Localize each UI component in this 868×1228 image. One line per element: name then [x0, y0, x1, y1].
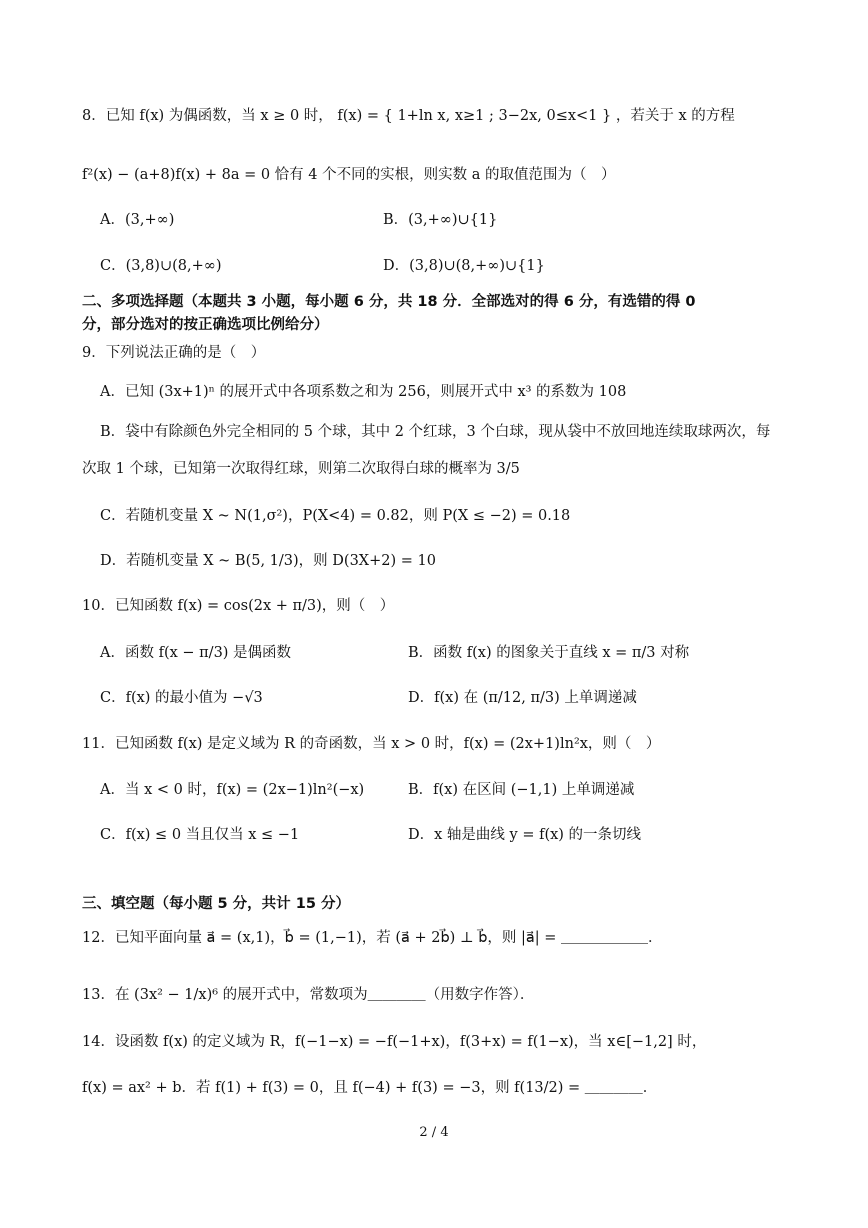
section2-heading-line1: 二、多项选择题（本题共 3 小题，每小题 6 分，共 18 分．全部选对的得 6 分，有选错的得 0 — [82, 294, 696, 310]
page-number: 2 / 4 — [419, 1125, 449, 1140]
q8-option-a: A．(3,+∞) — [100, 212, 175, 228]
q10-stem: 10．已知函数 f(x) = cos(2x + π/3)，则（ ） — [82, 598, 395, 614]
q11-stem: 11．已知函数 f(x) 是定义域为 R 的奇函数，当 x > 0 时，f(x) = (2x+1)ln²x，则（ ） — [82, 736, 661, 752]
q9-option-c: C．若随机变量 X ~ N(1,σ²)，P(X<4) = 0.82，则 P(X ≤ −2) = 0.18 — [100, 508, 571, 524]
section3-heading: 三、填空题（每小题 5 分，共计 15 分） — [82, 896, 350, 912]
q9-option-b-line1: B．袋中有除颜色外完全相同的 5 个球，其中 2 个红球，3 个白球，现从袋中不放回地连续取球两次，每 — [100, 424, 771, 440]
q9-stem: 9．下列说法正确的是（ ） — [82, 345, 266, 361]
q10-option-c: C．f(x) 的最小值为 −√3 — [100, 690, 263, 706]
q13-text: 13．在 (3x² − 1/x)⁶ 的展开式中，常数项为＿＿＿＿（用数字作答）． — [82, 987, 535, 1003]
q8-option-d: D．(3,8)∪(8,+∞)∪{1} — [383, 258, 545, 274]
q10-option-a: A．函数 f(x − π/3) 是偶函数 — [100, 645, 292, 661]
q9-option-b-line2: 次取 1 个球，已知第一次取得红球，则第二次取得白球的概率为 3/5 — [82, 461, 520, 477]
q14-line1: 14．设函数 f(x) 的定义域为 R，f(−1−x) = −f(−1+x)，f(3+x) = f(1−x)，当 x∈[−1,2] 时， — [82, 1034, 707, 1050]
q8-line1: 8．已知 f(x) 为偶函数，当 x ≥ 0 时， f(x) = { 1+ln x, x≥1 ; 3−2x, 0≤x<1 } ，若关于 x 的方程 — [82, 108, 735, 124]
section2-heading-line2: 分，部分选对的按正确选项比例给分） — [82, 317, 329, 333]
q11-option-c: C．f(x) ≤ 0 当且仅当 x ≤ −1 — [100, 827, 300, 843]
q14-line2: f(x) = ax² + b．若 f(1) + f(3) = 0，且 f(−4) + f(3) = −3，则 f(13/2) = ＿＿＿＿． — [82, 1080, 658, 1096]
q9-option-d: D．若随机变量 X ~ B(5, 1/3)，则 D(3X+2) = 10 — [100, 553, 436, 569]
q8-option-b: B．(3,+∞)∪{1} — [383, 212, 498, 228]
q11-option-d: D．x 轴是曲线 y = f(x) 的一条切线 — [408, 827, 642, 843]
q8-line2: f²(x) − (a+8)f(x) + 8a = 0 恰有 4 个不同的实根，则实数 a 的取值范围为（ ） — [82, 167, 616, 183]
q10-option-b: B．函数 f(x) 的图象关于直线 x = π/3 对称 — [408, 645, 690, 661]
q9-option-a: A．已知 (3x+1)ⁿ 的展开式中各项系数之和为 256，则展开式中 x³ 的系数为 108 — [100, 384, 627, 400]
q11-option-a: A．当 x < 0 时，f(x) = (2x−1)ln²(−x) — [100, 782, 365, 798]
q11-option-b: B．f(x) 在区间 (−1,1) 上单调递减 — [408, 782, 635, 798]
q10-option-d: D．f(x) 在 (π/12, π/3) 上单调递减 — [408, 690, 637, 706]
q8-option-c: C．(3,8)∪(8,+∞) — [100, 258, 222, 274]
q12-text: 12．已知平面向量 a⃗ = (x,1)，b⃗ = (1,−1)，若 (a⃗ + 2b⃗) ⊥ b⃗，则 |a⃗| = ＿＿＿＿＿＿． — [82, 930, 663, 946]
